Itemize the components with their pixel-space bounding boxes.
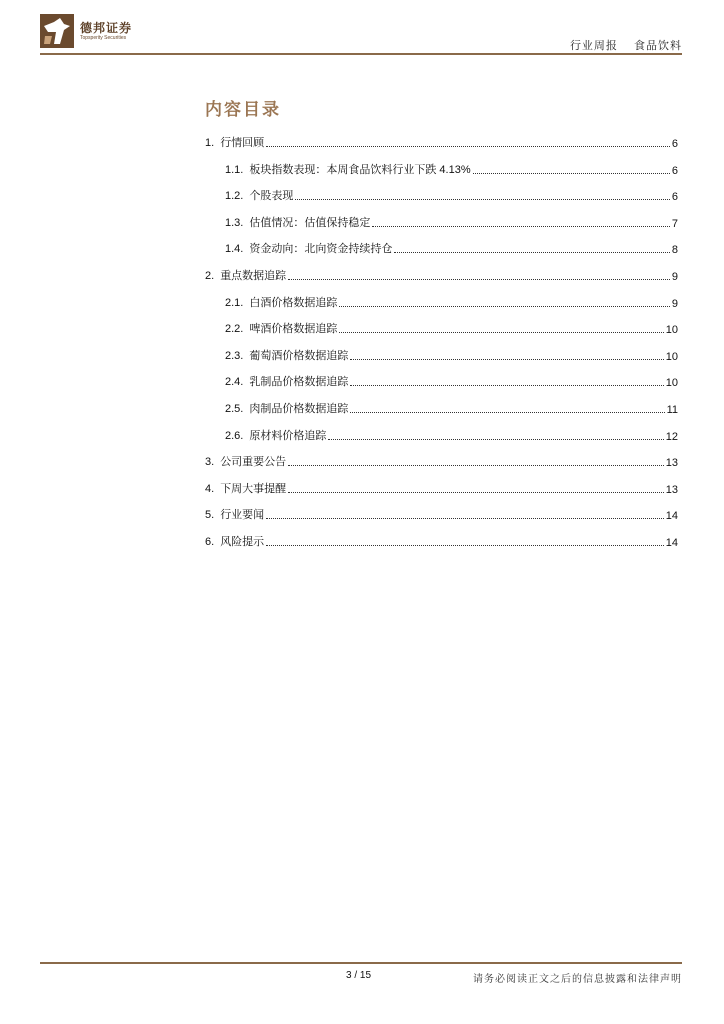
- toc-entry-page: 10: [665, 350, 678, 363]
- toc-entry-label: [205, 267, 286, 283]
- toc-leader-dots: [288, 279, 670, 280]
- toc-entry-label: [225, 214, 370, 230]
- toc-entry-number: 2.: [205, 270, 215, 282]
- toc-leader-dots: [350, 359, 663, 360]
- report-sector: 食品饮料: [634, 40, 682, 52]
- toc-entry-text: 葡萄酒价格数据追踪: [249, 349, 349, 362]
- toc-entry-number: 3.: [205, 456, 215, 469]
- toc-entry-text: 风险提示: [220, 536, 265, 548]
- toc-entry-text: 估值情况：估值保持稳定: [249, 216, 371, 229]
- toc-leader-dots: [473, 173, 670, 174]
- toc-entry-page: 8: [671, 244, 678, 257]
- toc-entry-number: 1.4.: [225, 243, 244, 256]
- toc-leader-dots: [328, 439, 663, 440]
- toc-entry-number: 2.5.: [225, 403, 244, 415]
- toc-entry[interactable]: [205, 482, 678, 496]
- disclaimer-note: 请务必阅读正文之后的信息披露和法律声明: [473, 974, 682, 985]
- toc-entry-page: 6: [671, 138, 678, 150]
- toc-entry-label: [225, 320, 337, 336]
- toc-entry-page: 10: [665, 377, 678, 390]
- toc-entry[interactable]: [225, 216, 678, 230]
- toc-leader-dots: [288, 492, 664, 493]
- toc-entry-text: 公司重要公告: [220, 456, 287, 469]
- report-category: 行业周报: [569, 40, 618, 52]
- toc-entry[interactable]: [225, 402, 678, 416]
- toc-entry-text: 行情回顾: [220, 137, 265, 149]
- toc-title: 内容目录: [205, 100, 281, 119]
- toc-leader-dots: [266, 146, 670, 147]
- toc-entry-text: 白酒价格数据追踪: [249, 296, 338, 309]
- toc-entry-page: 12: [665, 430, 678, 443]
- toc-entry[interactable]: [225, 242, 678, 256]
- toc-entry-text: 肉制品价格数据追踪: [249, 403, 349, 415]
- footer-divider: [40, 962, 682, 964]
- toc-entry-label: [225, 294, 337, 310]
- toc-entry[interactable]: [225, 322, 678, 336]
- toc-entry[interactable]: [225, 429, 678, 443]
- toc-entry-label: [225, 427, 326, 443]
- toc-leader-dots: [350, 385, 663, 386]
- toc-entry[interactable]: [225, 375, 678, 389]
- toc-entry-page: 7: [671, 217, 678, 230]
- toc-entry-number: 2.6.: [225, 429, 244, 442]
- toc-leader-dots: [394, 252, 670, 253]
- toc-entry-text: 下周大事提醒: [220, 482, 287, 495]
- toc-entry-number: 4.: [205, 482, 215, 495]
- toc-entry-number: 6.: [205, 536, 215, 548]
- toc-leader-dots: [339, 306, 670, 307]
- toc-entry-text: 板块指数表现：本周食品饮料行业下跌 4.13%: [249, 163, 471, 176]
- toc-entry-number: 1.: [205, 137, 215, 149]
- toc-entry-page: 6: [671, 191, 678, 204]
- toc-entry[interactable]: [205, 269, 678, 283]
- toc-entry[interactable]: [225, 189, 678, 203]
- toc-entry-text: 个股表现: [249, 190, 294, 203]
- company-logo: [40, 14, 132, 48]
- toc-entry-page: 13: [665, 457, 678, 470]
- logo-name-en: Topsperity Securities: [80, 34, 127, 41]
- page-header: [0, 0, 724, 60]
- toc-entry-number: 1.3.: [225, 216, 244, 229]
- logo-text: [80, 21, 132, 42]
- toc-entry-page: 13: [665, 483, 678, 496]
- toc-entry-label: [205, 134, 264, 150]
- toc-entry-page: 11: [666, 404, 678, 416]
- toc-entry-label: [225, 373, 348, 389]
- toc-entry-label: [205, 506, 264, 522]
- toc-entry-page: 9: [671, 297, 678, 310]
- toc-entry-number: 1.2.: [225, 190, 244, 203]
- toc-entry[interactable]: [205, 455, 678, 469]
- toc-entry[interactable]: [205, 508, 678, 522]
- toc-entry-number: 2.4.: [225, 376, 244, 389]
- toc-entry-page: 14: [665, 510, 678, 523]
- toc-entry-page: 14: [665, 537, 678, 549]
- toc-entry[interactable]: [225, 296, 678, 310]
- header-labels: [570, 37, 682, 53]
- toc-entry[interactable]: [225, 163, 678, 177]
- toc-entry-label: [205, 480, 286, 496]
- page-indicator: 3 / 15: [346, 970, 372, 981]
- toc-entry-text: 乳制品价格数据追踪: [249, 376, 349, 389]
- toc-entry-number: 2.1.: [225, 296, 244, 309]
- toc-leader-dots: [295, 199, 670, 200]
- toc-entry-text: 资金动向：北向资金持续持仓: [249, 243, 393, 256]
- toc-entry[interactable]: [205, 535, 678, 549]
- toc-entry[interactable]: [205, 136, 678, 150]
- logo-mark-icon: [40, 14, 74, 48]
- toc-entry-number: 1.1.: [225, 163, 244, 176]
- toc-entry[interactable]: [225, 349, 678, 363]
- toc-entry-text: 啤酒价格数据追踪: [249, 323, 338, 336]
- toc-entry-page: 9: [671, 271, 678, 283]
- toc-entry-text: 重点数据追踪: [220, 270, 287, 282]
- toc-leader-dots: [339, 332, 663, 333]
- toc-entry-page: 10: [665, 324, 678, 337]
- header-divider: [40, 53, 682, 55]
- toc-entry-label: [225, 400, 348, 416]
- toc-entry-label: [205, 453, 286, 469]
- toc-entry-label: [225, 240, 392, 256]
- toc-entry-label: [225, 161, 471, 177]
- toc-leader-dots: [288, 465, 664, 466]
- logo-name-cn: 德邦证券: [80, 20, 133, 35]
- toc-entry-number: 2.2.: [225, 323, 244, 336]
- toc-entry-text: 原材料价格追踪: [249, 429, 327, 442]
- toc-leader-dots: [266, 545, 664, 546]
- toc-leader-dots: [266, 518, 664, 519]
- toc-leader-dots: [350, 412, 664, 413]
- toc-entry-number: 5.: [205, 509, 215, 522]
- toc-entry-label: [225, 187, 293, 203]
- toc-entry-label: [225, 347, 348, 363]
- toc-entry-number: 2.3.: [225, 349, 244, 362]
- toc-entry-text: 行业要闻: [220, 509, 265, 522]
- toc-leader-dots: [372, 226, 670, 227]
- toc-entry-label: [205, 533, 264, 549]
- toc-entry-page: 6: [671, 164, 678, 177]
